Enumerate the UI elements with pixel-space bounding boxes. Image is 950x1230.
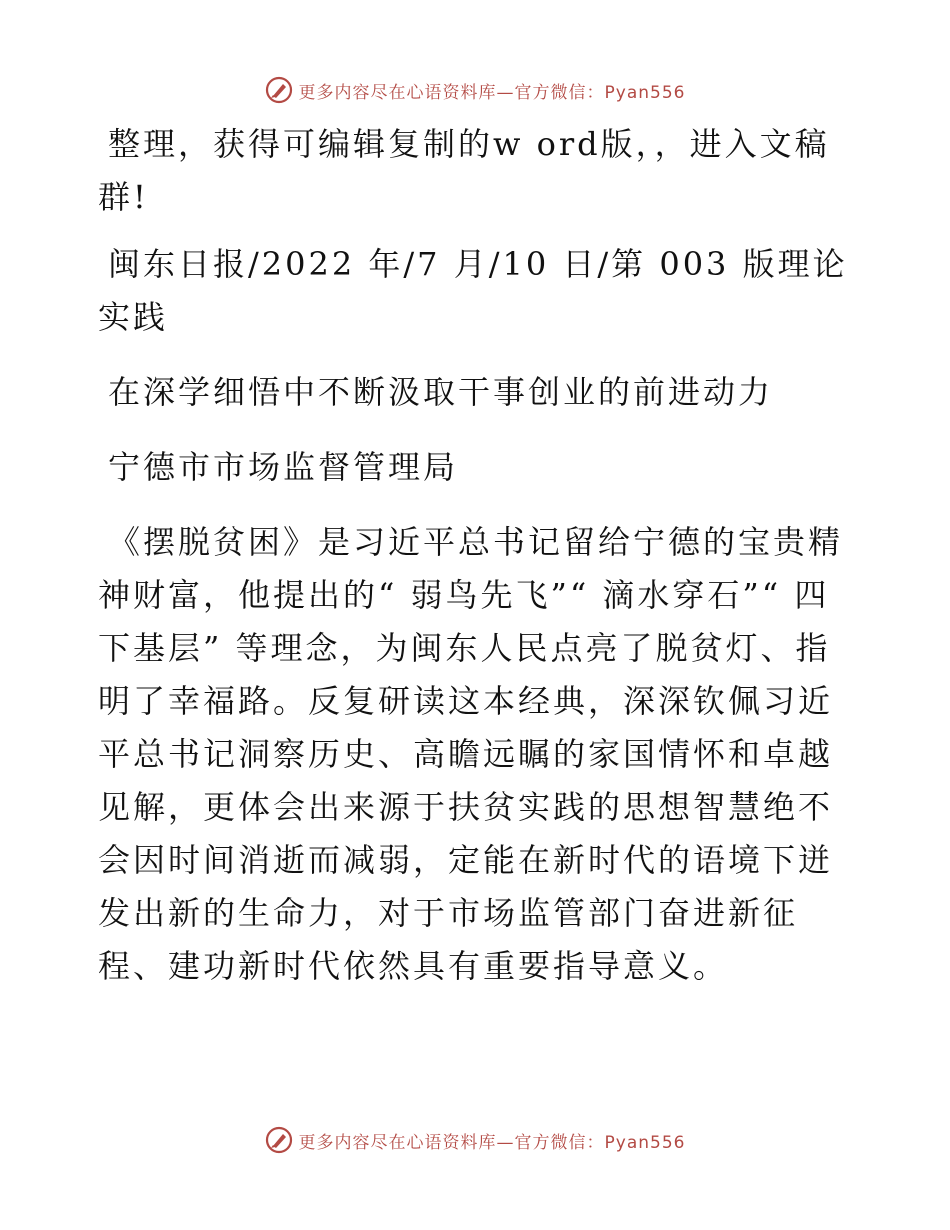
pen-seal-icon <box>265 76 293 104</box>
article-author: 宁德市市场监督管理局 <box>108 448 459 486</box>
pen-seal-icon <box>265 1126 293 1154</box>
header-watermark-banner <box>0 72 950 108</box>
watermark-text: 更多内容尽在心语资料库—官方微信：Pyan556 <box>298 82 686 103</box>
intro-paragraph: 整理，获得可编辑复制的w ord版，，进入文稿群! <box>98 125 830 216</box>
footer-watermark-banner <box>0 1122 950 1158</box>
document-body <box>98 118 850 993</box>
body-paragraph: 《摆脱贫困》是习近平总书记留给宁德的宝贵精神财富，他提出的“ 弱鸟先飞”“ 滴水穿石”“ 四下基层” 等理念，为闽东人民点亮了脱贫灯、指明了幸福路。反复研读这本经典，深深钦佩习近平总书记洞察历史、高瞻远瞩的家国情怀和卓越见解，更体会出来源于扶贫实践的思想智慧绝不会因时间消逝而减弱，定能在新时代的语境下迸发出新的生命力，对于市场监管部门奋进新征程、建功新时代依然具有重要指导意义。 <box>98 523 844 985</box>
article-title: 在深学细悟中不断汲取干事创业的前进动力 <box>108 373 774 411</box>
watermark-text: 更多内容尽在心语资料库—官方微信：Pyan556 <box>298 1132 686 1153</box>
source-line: 闽东日报/2022 年/7 月/10 日/第 003 版理论实践 <box>98 245 848 336</box>
